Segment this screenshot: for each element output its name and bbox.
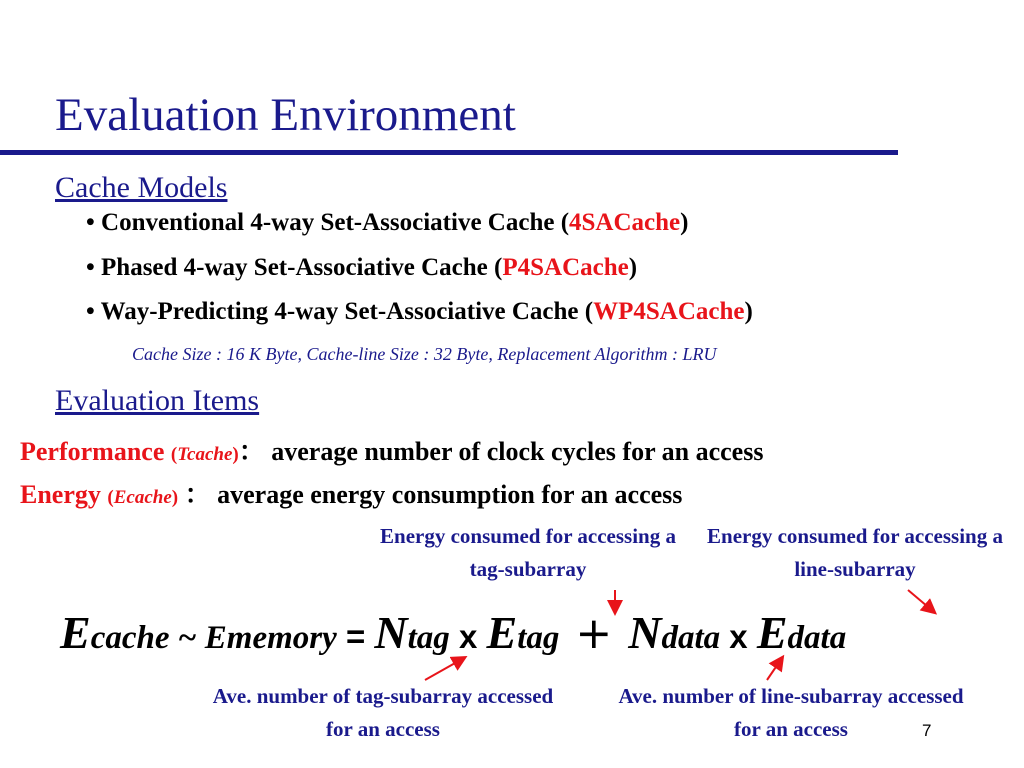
tcache-symbol: Tcache	[177, 444, 233, 465]
e-data-rest: data	[787, 620, 847, 656]
ecache-symbol: Ecache	[113, 487, 172, 508]
cache-tag-p4sacache: P4SACache	[502, 254, 629, 281]
bullet-close: )	[744, 298, 753, 325]
e-tag-rest: tag	[517, 620, 560, 656]
annotation-energy-tag: Energy consumed for accessing a tag-subarray	[380, 524, 676, 581]
bullet-marker: •	[86, 254, 95, 281]
paren-open: (	[107, 487, 114, 508]
n-tag-rest: tag	[407, 620, 450, 656]
e-data-initial: E	[756, 607, 788, 658]
bullet-text: Phased 4-way Set-Associative Cache (	[101, 254, 503, 281]
e-cache-initial: E	[60, 607, 91, 658]
annotation-ave-line: Ave. number of line-subarray accessed for an access	[618, 684, 964, 741]
e-tag-initial: E	[486, 607, 518, 658]
times-sign: x	[720, 618, 757, 655]
paren-open: (	[170, 444, 178, 465]
page-title: Evaluation Environment	[55, 89, 516, 141]
energy-description: average energy consumption for an access	[217, 480, 683, 509]
annotation-energy-line: Energy consumed for accessing a line-subarray	[707, 524, 1003, 581]
e-memory: Ememory	[204, 620, 337, 656]
separator: ：	[238, 437, 265, 466]
e-cache-rest: cache ~	[90, 620, 205, 656]
plus-sign: +	[575, 608, 613, 659]
cache-tag-wp4sacache: WP4SACache	[593, 298, 745, 325]
energy-label: Energy	[20, 480, 101, 509]
separator: ：	[184, 480, 211, 509]
n-data-rest: data	[661, 620, 721, 656]
arrow-ave-tag	[425, 658, 464, 680]
cache-tag-4sacache: 4SACache	[569, 209, 681, 236]
arrow-energy-line	[908, 590, 934, 612]
equals-sign: =	[336, 618, 375, 655]
annotation-ave-tag: Ave. number of tag-subarray accessed for an access	[212, 684, 554, 741]
paren-close: )	[232, 444, 239, 465]
page-number: 7	[922, 721, 932, 740]
performance-description: average number of clock cycles for an access	[271, 437, 764, 466]
bullet-text: Way-Predicting 4-way Set-Associative Cache (	[100, 298, 594, 325]
n-tag-initial: N	[374, 607, 408, 658]
paren-close: )	[171, 487, 179, 508]
cache-models-heading: Cache Models	[55, 171, 228, 204]
bullet-marker: •	[86, 298, 95, 325]
bullet-close: )	[680, 209, 689, 236]
performance-label: Performance	[20, 437, 165, 466]
cache-config-note: Cache Size : 16 K Byte, Cache-line Size : 32 Byte, Replacement Algorithm : LRU	[132, 344, 717, 364]
bullet-close: )	[628, 254, 638, 281]
arrow-ave-line	[767, 658, 782, 680]
times-sign: x	[449, 618, 487, 655]
n-data-initial: N	[628, 607, 662, 658]
bullet-marker: •	[86, 209, 95, 236]
evaluation-items-heading: Evaluation Items	[55, 384, 260, 417]
bullet-text: Conventional 4-way Set-Associative Cache (	[101, 209, 570, 236]
